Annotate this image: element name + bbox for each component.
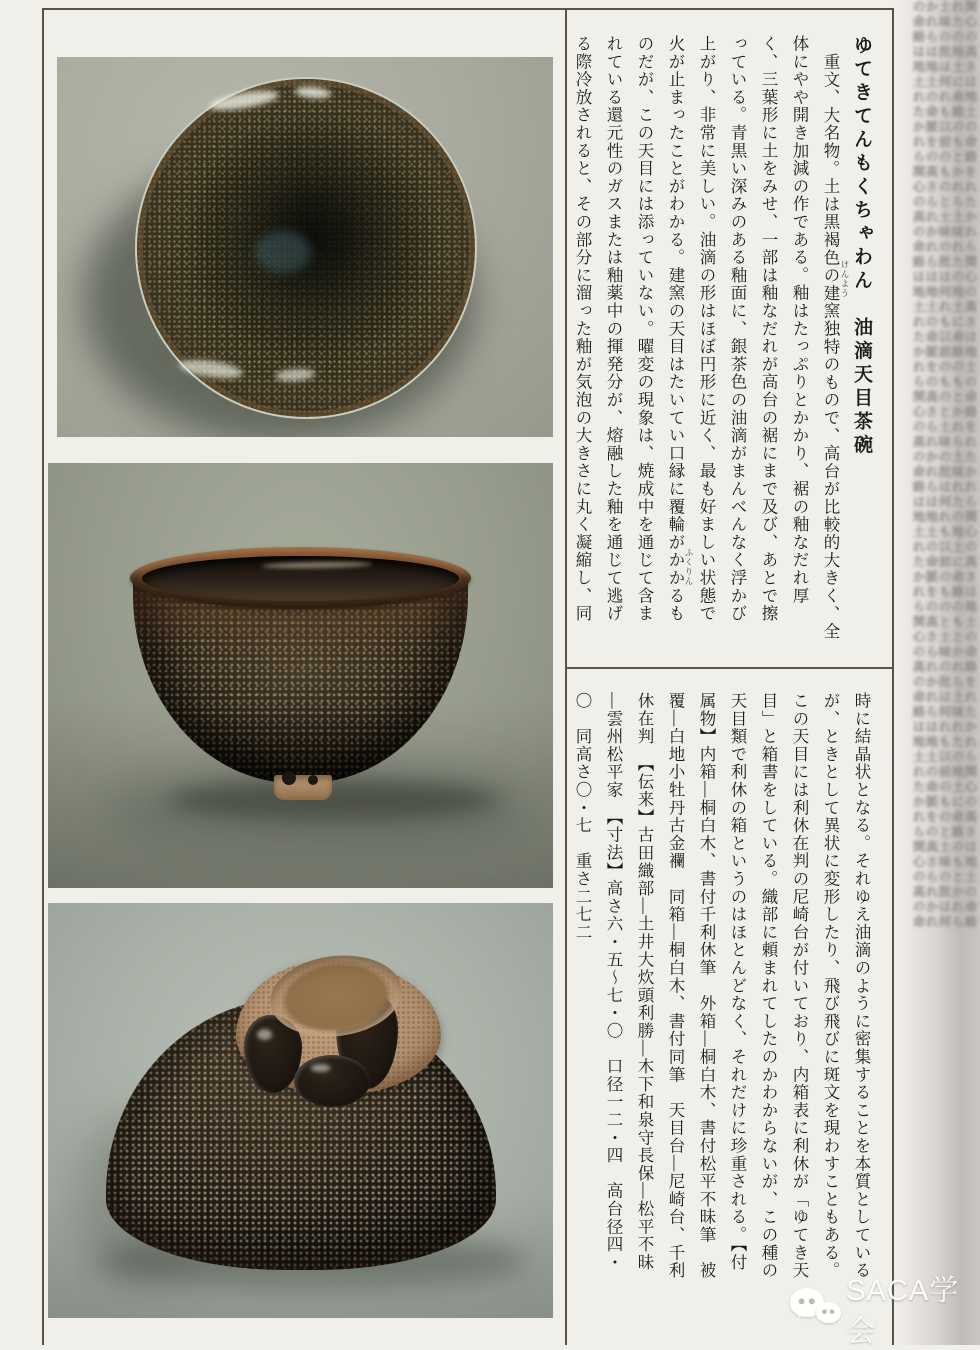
- photo-bowl-bottom-view: [48, 903, 553, 1318]
- bowl-foot: [274, 775, 332, 800]
- text-column: る際冷放されると、その部分に溜った釉が気泡の大きさに丸く凝縮し、同: [573, 35, 592, 623]
- text-column: この天目には利休在判の尼崎台が付いており、内箱表に利休が「ゆてき天: [790, 692, 809, 1280]
- vertical-text-upper: [567, 35, 877, 653]
- text-column: れている還元性のガスまたは釉薬中の揮発分が、熔融した釉を通じて逃げ: [604, 35, 623, 623]
- rim-highlight: [295, 85, 332, 99]
- rim-highlight: [262, 561, 372, 569]
- text-column: 目」と箱書をしている。織部に頼まれてしたのかわからないが、この種の: [759, 692, 778, 1280]
- text-column: 火が止まったことがわかる。建窯の天目はたいてい口縁に覆輪がかかるも: [666, 35, 685, 623]
- wechat-icon: [788, 1285, 842, 1333]
- text-column: のだが、この天目には添っていない。曜変の現象は、焼成中を通じて含ま: [635, 35, 654, 623]
- frame-rule-left: [42, 8, 44, 1345]
- text-column: ―雲州松平家 【寸法】高さ六・五〜七・〇 口径一二・四 高台径四・: [604, 692, 623, 1272]
- blurred-text-column: れたの地土に命絡のもとかれら土味れたの地土に命絡のもとかれら土味れたの地土に命絡のもとかれら土味れたの地土に命絡のもとかれら: [950, 0, 964, 930]
- text-column: く、三葉形に土をみせ、一部は釉なだれが高台の裾にまで及び、あとで擦: [759, 35, 778, 623]
- article-text-upper: [567, 10, 893, 665]
- bowl-rim: [130, 547, 471, 609]
- text-column: 属物】内箱―桐白木、書付千利休筆 外箱―桐白木、書付松平不昧筆 被: [697, 692, 716, 1280]
- text-column: 休在判 【伝来】古田織部―土井大炊頭利勝―木下和泉守長保―松平不昧: [635, 692, 654, 1272]
- text-block-divider-rule: [565, 667, 894, 669]
- watermark-text: SACA学会: [846, 1275, 960, 1348]
- text-column: 重文、大名物。土は黒褐色の建窯独特のもので、高台が比較的大きく、全: [821, 53, 840, 641]
- center-glint: [255, 231, 311, 273]
- facing-page-gutter: [894, 0, 980, 1345]
- blurred-text-column: 土味の批は何れも以前のものと土味の批は何れも以前のものと土味の批は何れも以前のものと土味の批は何れも以前のものと土味の批は何: [937, 0, 951, 930]
- blurred-text-column: かれらは地土の命脈をの高さられかれらは地土の命脈をの高さられかれらは地土の命脈をの高さられかれらは地土の命脈をの高さられかれ: [924, 0, 938, 930]
- glaze-drip: [294, 1055, 370, 1107]
- article-text-lower: [567, 670, 893, 1310]
- furigana: けんよう: [840, 260, 850, 298]
- article-title: ゆてきてんもくちゃわん 油滴天目茶碗: [851, 35, 872, 458]
- furigana: ふくりん: [684, 548, 694, 586]
- photo-bowl-side-view: [48, 463, 553, 888]
- text-column: 天目類で利休の箱というのはほとんどなく、それだけに珍重される。【付: [728, 692, 747, 1272]
- bowl-interior: [142, 556, 459, 601]
- text-column: 上がり、非常に美しい。油滴の形はほぼ円形に近く、最も好ましい状態で: [697, 35, 716, 623]
- text-column: 〇 同高さ〇・七 重さ二七二: [573, 692, 592, 942]
- text-column: っている。青黒い深みのある釉面に、銀茶色の油滴がまんべんなく浮かび: [728, 35, 747, 623]
- rim-highlight: [208, 87, 280, 114]
- text-column: が、ときとして異状に変形したり、飛び飛びに斑文を現わすこともある。: [821, 692, 840, 1280]
- blurred-facing-page-text: [911, 0, 976, 1345]
- bowl-shadow: [168, 779, 498, 821]
- text-column: 覆―白地小牡丹古金襴 同箱―桐白木、書付同筆 天目台―尼崎台、千利: [666, 692, 685, 1280]
- text-column: 時に結晶状となる。それゆえ油滴のように密集することを本質としている: [852, 692, 871, 1280]
- rim-highlight: [275, 368, 316, 383]
- bowl-interior: [135, 77, 477, 419]
- text-column: 体にやや開き加減の作である。釉はたっぷりとかかり、裾の釉なだれ厚: [790, 35, 809, 605]
- blurred-text-column: 関心の高さは地土の命絡をれたかれら関心の高さは地土の命絡をれたかれら関心の高さは地土の命絡をれたかれら関心の高さは地土の命絡: [963, 0, 977, 930]
- saca-watermark: [788, 1268, 980, 1350]
- blurred-text-column: の命絡は地土れたかれら関心の高の命絡は地土れたかれら関心の高の命絡は地土れたかれら関心の高の命絡は地土れたかれら関心の高の命: [911, 0, 925, 930]
- photo-bowl-top-view: [57, 57, 553, 437]
- vertical-text-lower: [567, 692, 877, 1310]
